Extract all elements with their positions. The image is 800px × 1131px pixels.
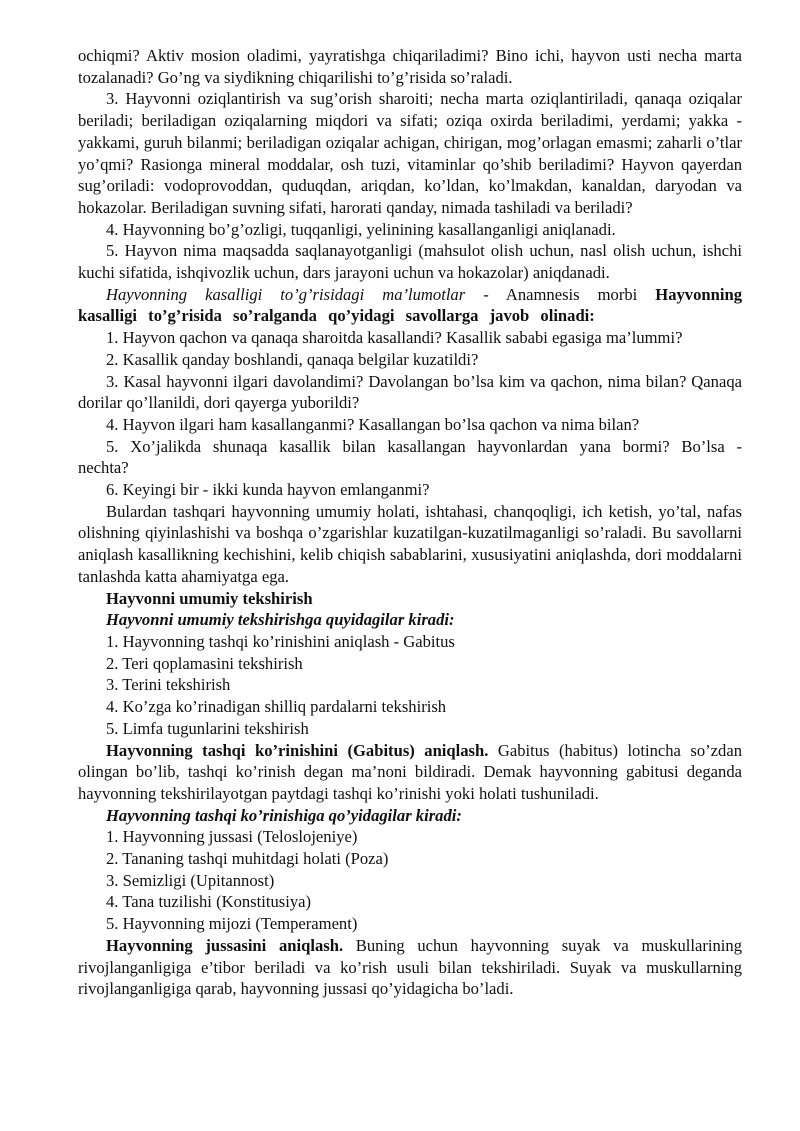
paragraph-feeding-watering: 3. Hayvonni oziqlantirish va sug’orish sharoiti; necha marta oziqlantiriladi, qanaqa oziqalar beriladi; beriladigan oziqalarning miqdori va sifati; oziqa oxirda beriladimi, yerdami; yakka - yakkami, guruh bilanmi; beriladigan oziqalar achigan, chirigan, mog’orlagan emasmi; zaharli o’tlar yo’qmi? Rasionga mineral moddalar, osh tuzi, vitaminlar qo’shib beriladimi? Hayvon qayerdan sug’oriladi: vodoprovoddan, quduqdan, ariqdan, ko’ldan, ko’lmakdan, kanaldan, daryodan va hokazolar. Beriladigan suvning sifati, harorati qanday, nimada tashiladi va beriladi? bbox=[78, 89, 742, 217]
paragraph-additional-observations: Bulardan tashqari hayvonning umumiy holati, ishtahasi, chanqoqligi, ich ketish, yo’tal, nafas olishning qiyinlashishi va boshqa o’zgarishlar kuzatilgan-kuzatilmaganligi so’raladi. Bu savollarni aniqlash kasallikning kechishini, kelib chiqish sabablarini, xususiyatini aniqlashda, dori moddalarni tanlashda katta ahamiyatga ega. bbox=[78, 501, 742, 586]
list-item-question-2: 2. Kasallik qanday boshlandi, qanaqa belgilar kuzatildi? bbox=[106, 349, 479, 369]
body-build-heading: Hayvonning jussasini aniqlash. bbox=[106, 935, 344, 955]
anamnesis-morbi-heading: Hayvonning kasalligi to’g’risida so’ralganda qo’yidagi savollarga javob olinadi: bbox=[78, 284, 742, 326]
list-item-question-5: 5. Xo’jalikda shunaqa kasallik bilan kasallangan hayvonlardan yana bormi? Bo’lsa - nechta? bbox=[78, 436, 742, 478]
subheading-general-examination-includes: Hayvonni umumiy tekshirishga quyidagilar kiradi: bbox=[106, 610, 455, 630]
paragraph-continuation: ochiqmi? Aktiv mosion oladimi, yayratishga chiqariladimi? Bino ichi, hayvon usti necha marta tozalanadi? Go’ng va siydikning chiqarilishi to’g’risida so’raladi. bbox=[78, 46, 742, 87]
list-item-exam-1: 1. Hayvonning tashqi ko’rinishini aniqlash - Gabitus bbox=[106, 631, 455, 651]
list-item-exam-2: 2. Teri qoplamasini tekshirish bbox=[106, 653, 303, 673]
paragraph-gabitus: Hayvonning tashqi ko’rinishini (Gabitus) aniqlash. Gabitus (habitus) lotincha so’zdan olingan bo’lib, tashqi ko’rinish degan ma’noni bildiradi. Demak hayvonning gabitusi deganda hayvonning tekshirilayotgan paytdagi tashqi ko’rinishi yoki holati tushuniladi. bbox=[78, 740, 742, 803]
gabitus-heading: Hayvonning tashqi ko’rinishini (Gabitus) aniqlash. bbox=[106, 740, 489, 760]
paragraph-purpose: 5. Hayvon nima maqsadda saqlanayotganligi (mahsulot olish uchun, nasl olish uchun, ishchi kuchi sifatida, ishqivozlik uchun, dars jarayoni uchun va hokazolar) aniqdanadi. bbox=[78, 241, 742, 283]
list-item-question-4: 4. Hayvon ilgari ham kasallanganmi? Kasallangan bo’lsa qachon va nima bilan? bbox=[106, 414, 640, 434]
list-item-appearance-1: 1. Hayvonning jussasi (Teloslojeniye) bbox=[106, 827, 358, 847]
list-item-appearance-5: 5. Hayvonning mijozi (Temperament) bbox=[106, 914, 358, 934]
anamnesis-morbi-term: Hayvonning kasalligi to’g’risidagi ma’lumotlar bbox=[106, 284, 466, 304]
list-item-exam-5: 5. Limfa tugunlarini tekshirish bbox=[106, 718, 309, 738]
list-item-exam-4: 4. Ko’zga ko’rinadigan shilliq pardalarni tekshirish bbox=[106, 697, 447, 717]
list-item-question-1: 1. Hayvon qachon va qanaqa sharoitda kasallandi? Kasallik sababi egasiga ma’lummi? bbox=[106, 328, 683, 348]
list-item-question-3: 3. Kasal hayvonni ilgari davolandimi? Davolangan bo’lsa kim va qachon, nima bilan? Qanaqa dorilar qo’llanildi, dori qayerga yuborildi? bbox=[78, 371, 742, 413]
paragraph-body-build: Hayvonning jussasini aniqlash. Buning uchun hayvonning suyak va muskullarining rivojlanganligiga e’tibor beriladi va ko’rish usuli bilan tekshiriladi. Suyak va muskullarning rivojlanganligiga qarab, hayvonning jussasi qo’yidagicha bo’ladi. bbox=[78, 935, 742, 999]
subheading-external-appearance-includes: Hayvonning tashqi ko’rinishiga qo’yidagilar kiradi: bbox=[106, 805, 462, 825]
list-item-question-6: 6. Keyingi bir - ikki kunda hayvon emlanganmi? bbox=[106, 480, 430, 500]
list-item-appearance-2: 2. Tananing tashqi muhitdagi holati (Poza) bbox=[106, 849, 389, 869]
list-item-appearance-4: 4. Tana tuzilishi (Konstitusiya) bbox=[106, 892, 312, 912]
paragraph-anamnesis-morbi: Hayvonning kasalligi to’g’risidagi ma’lumotlar - Anamnesis morbi Hayvonning kasalligi to’g’risida so’ralganda qo’yidagi savollarga javob olinadi: bbox=[78, 284, 742, 326]
section-heading-general-examination: Hayvonni umumiy tekshirish bbox=[106, 588, 313, 608]
paragraph-pregnancy: 4. Hayvonning bo’g’ozligi, tuqqanligi, yelinining kasallanganligi aniqlanadi. bbox=[106, 219, 616, 239]
list-item-exam-3: 3. Terini tekshirish bbox=[106, 675, 231, 695]
list-item-appearance-3: 3. Semizligi (Upitannost) bbox=[106, 870, 275, 890]
